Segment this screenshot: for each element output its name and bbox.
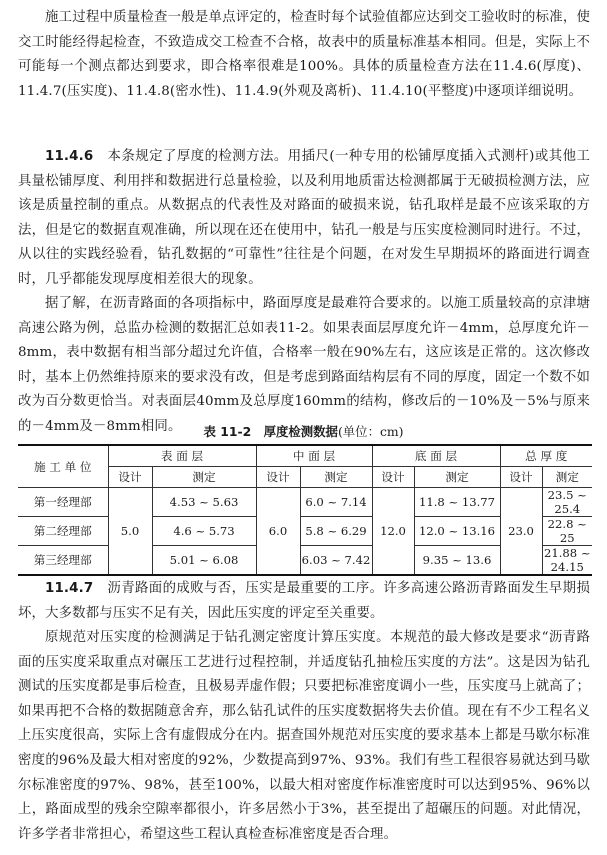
group-header-total: 总 厚 度 xyxy=(500,445,592,467)
paragraph-text: 沥青路面的成败与否，压实是最重要的工序。许多高速公路沥青路面发生早期损坏，大多数都与压实不足有关，因此压实度的评定至关重要。 xyxy=(18,581,591,621)
measured-cell: 6.0 ~ 7.14 xyxy=(300,488,372,517)
subheader-design: 设计 xyxy=(256,467,300,488)
design-cell-surface: 5.0 xyxy=(108,488,152,576)
measured-cell: 9.35 ~ 13.6 xyxy=(414,546,500,576)
section-number: 11.4.7 xyxy=(45,581,94,596)
table-row xyxy=(18,488,592,517)
subheader-measured: 测定 xyxy=(542,467,592,488)
paragraph-11-4-6 xyxy=(18,145,590,293)
paragraph-11-4-7 xyxy=(18,577,590,626)
design-cell-bottom: 12.0 xyxy=(372,488,414,576)
design-cell-middle: 6.0 xyxy=(256,488,300,576)
paragraph-text: 施工过程中质量检查一般是单点评定的，检查时每个试验值都应达到交工验收时的标准，使交工时能经得起检查，不致造成交工检查不合格，故表中的质量标准基本相同。但是，实际上不可能每一个测点都达到要求，即合格率很难是100%。具体的质量检查方法在11.4.6(厚度)、11.4.7(压实度)、11.4.8(密水性)、11.4.9(外观及离析)、11.4.10(平整度)中逐项详细说明。 xyxy=(18,10,590,99)
subheader-design: 设计 xyxy=(108,467,152,488)
measured-cell: 5.8 ~ 6.29 xyxy=(300,517,372,546)
group-header-surface: 表 面 层 xyxy=(108,445,256,467)
unit-cell: 第三经理部 xyxy=(18,546,108,576)
measured-cell: 11.8 ~ 13.77 xyxy=(414,488,500,517)
paragraph-compaction xyxy=(18,626,590,847)
subheader-design: 设计 xyxy=(500,467,542,488)
paragraph-quality-inspection xyxy=(18,6,590,104)
measured-cell: 4.6 ~ 5.73 xyxy=(152,517,256,546)
table-caption xyxy=(0,424,607,440)
group-header-middle: 中 面 层 xyxy=(256,445,372,467)
subheader-design: 设计 xyxy=(372,467,414,488)
table-unit: (单位：cm) xyxy=(337,424,404,439)
table-title: 厚度检测数据 xyxy=(263,424,338,439)
group-header-bottom: 底 面 层 xyxy=(372,445,500,467)
table-header-row xyxy=(18,445,592,467)
unit-column-header: 施 工 单 位 xyxy=(18,445,108,488)
measured-cell: 21.88 ~ 24.15 xyxy=(543,546,591,574)
measured-cell: 5.01 ~ 6.08 xyxy=(152,546,256,576)
table-number: 表 11-2 xyxy=(203,424,252,439)
subheader-measured: 测定 xyxy=(152,467,256,488)
paragraph-thickness-data xyxy=(18,292,590,440)
section-number: 11.4.6 xyxy=(45,149,94,164)
measured-cell: 22.8 ~ 25 xyxy=(542,517,592,546)
measured-cell: 23.5 ~ 25.4 xyxy=(542,488,592,517)
paragraph-text: 本条规定了厚度的检测方法。用插尺(一种专用的松铺厚度插入式测杆)或其他工具量松铺厚度、利用拌和数据进行总量检验，以及利用地质雷达检测都属于无破损检测方法，应该是质量控制的重点。从数据点的代表性及对路面的破损来说，钻孔取样是最不应该采取的方法，但是它的数据直观准确，所以现在还在使用中，钻孔一般是与压实度检测同时进行。不过，从以往的实践经验看，钻孔数据的“可靠性”往往是个问题，在对发生早期损坏的路面进行调查时，几乎都能发现厚度相差很大的现象。 xyxy=(18,149,590,287)
measured-cell: 4.53 ~ 5.63 xyxy=(152,488,256,517)
measured-cell: 6.03 ~ 7.42 xyxy=(300,546,372,576)
thickness-data-table xyxy=(18,444,592,576)
subheader-measured: 测定 xyxy=(300,467,372,488)
design-cell-total: 23.0 xyxy=(500,488,542,576)
subheader-measured: 测定 xyxy=(414,467,500,488)
unit-cell: 第一经理部 xyxy=(18,488,108,517)
unit-cell: 第二经理部 xyxy=(18,517,108,546)
paragraph-text: 据了解，在沥青路面的各项指标中，路面厚度是最难符合要求的。以施工质量较高的京津塘高速公路为例，总监办检测的数据汇总如表11-2。如果表面层厚度允许－4mm，总厚度允许－8mm，表中数据有相当部分超过允许值，合格率一般在90%左右，这应该是正常的。这次修改时，基本上仍然维持原来的要求没有改，但是考虑到路面结构层有不同的厚度，固定一个数不如改为百分数更恰当。对表面层40mm及总厚度160mm的结构，修改后的－10%及－5%与原来的－4mm及－8mm相同。 xyxy=(18,296,590,434)
paragraph-text: 原规范对压实度的检测满足于钻孔测定密度计算压实度。本规范的最大修改是要求“沥青路面的压实度采取重点对碾压工艺进行过程控制，并适度钻孔抽检压实度的方法”。这是因为钻孔测试的压实度都是事后检查，且极易弄虚作假；只要把标准密度调小一些，压实度马上就高了；如果再把不合格的数据随意舍弃，那么钻孔试件的压实度数据将失去价值。现在有不少工程名义上压实度很高，实际上含有虚假成分在内。据查国外规范对压实度的要求基本上都是马歇尔标准密度的96%及最大相对密度的92%，少数提高到97%、93%。我们有些工程很容易就达到马歇尔标准密度的97%、98%，甚至100%，以最大相对密度作标准密度时可以达到95%、96%以上，路面成型的残余空隙率都很小，许多居然小于3%，甚至提出了超碾压的问题。对此情况，许多学者非常担心，希望这些工程认真检查标准密度是否合理。 xyxy=(18,630,590,842)
measured-cell: 12.0 ~ 13.16 xyxy=(414,517,500,546)
